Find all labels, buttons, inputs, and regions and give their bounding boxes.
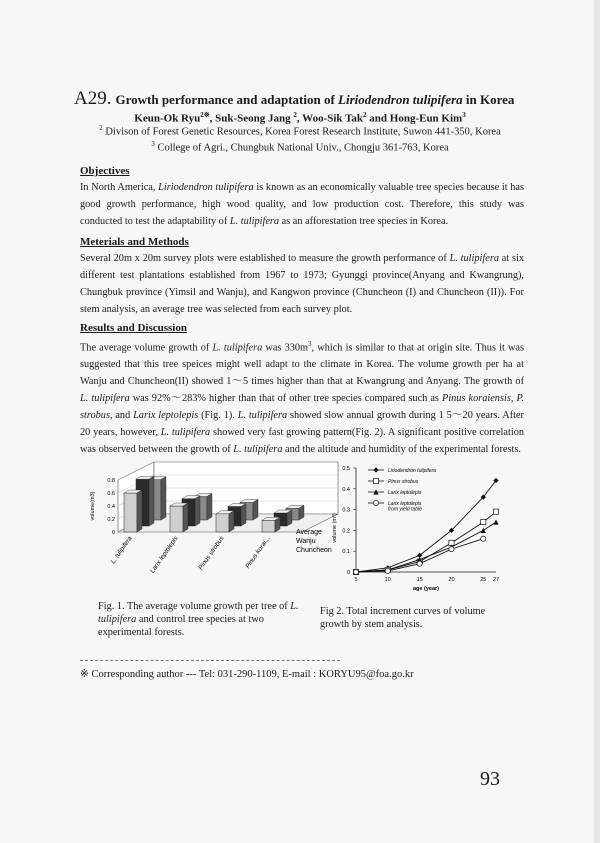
- fig1-bar-side: [241, 504, 246, 527]
- fig1-ytick-label: 0.8: [107, 478, 115, 484]
- author-list: Keun-Ok Ryu$^{2※}$, Suk-Seong Jang $^2$, Woo-Sik Tak$^2$ and Hong-Eun Kim$^3$: [134, 111, 466, 125]
- fig1-caption: Fig. 1. The average volume growth per tree of L. tulipifera and control tree species at two experimental forests.: [98, 601, 299, 638]
- fig2-xlabel: age (year): [413, 586, 439, 592]
- fig1-bar-side: [207, 494, 212, 520]
- footnote-divider: [80, 660, 340, 661]
- paper-title: [74, 88, 544, 110]
- fig1-category-label: Larix leptolepis: [149, 535, 180, 575]
- fig1-bar-side: [195, 496, 200, 526]
- fig2-point: [481, 536, 486, 541]
- page-number: 93: [480, 768, 500, 790]
- fig2-point: [353, 569, 358, 574]
- fig1-bar: [216, 514, 229, 532]
- fig1-ytick-label: 0.6: [107, 491, 115, 497]
- corresponding-author-note: ※ Corresponding author --- Tel: 031-290-1109, E-mail : KORYU95@foa.go.kr: [80, 669, 414, 680]
- fig1-ytick-label: 0: [111, 530, 115, 536]
- fig1-bar: [124, 493, 137, 532]
- fig2-legend-label: Larix leptolepis: [388, 501, 422, 507]
- fig2-point: [449, 547, 454, 552]
- affiliation-3: $^3$ College of Agri., Chungbuk National Univ., Chongju 361-763, Korea: [151, 140, 449, 154]
- fig2-line-chart: [322, 458, 512, 598]
- fig2-series-line: [356, 522, 496, 572]
- results-text: The average volume growth of L. tulipifera was $330m^3$, which is similar to that at origin site. Thus it was suggested that this tree speices might well adapt to the climate in Korea. The volume growth per ha at Wanju and Chuncheon(II) showed 1～5 times higher than that at Kwangrung and Anyang. The growth of L. tulipifera was 92%～283% higher than that of other tree species compared such as Pinus koraiensis, P. strobus, and Larix leptolepis (Fig. 1). L. tulipifera showed slow annual growth during 1 5～20 years. After 20 years, however, L. tulipifera showed very fast growing pattern(Fig. 2). A significant positive correlation was observed between the growth of L. tulipifera and the altitude and humidity of the experimental forests.: [80, 340, 525, 456]
- fig2-ytick-label: 0.5: [342, 466, 350, 472]
- fig2-point: [385, 568, 390, 573]
- results-heading: Results and Discussion: [80, 322, 187, 334]
- fig2-point: [373, 478, 378, 483]
- fig2-xtick-label: 20: [448, 577, 455, 583]
- methods-text: Several 20m x 20m survey plots were established to measure the growth performance of L. tulipifera at six different test plantations established from 1967 to 1973; Gyunggi province(Anyang and Kwangrung), Chungbuk province (Yimsil and Wanju), and Kangwon province (Chuncheon (I) and Chuncheon (II)). For stem analysis, an average tree was selected from each survey plot.: [80, 253, 525, 315]
- fig2-xtick-label: 10: [384, 577, 391, 583]
- fig1-series-label: Chuncheon: [296, 547, 332, 554]
- objectives-text: In North America, Liriodendron tulipifera is known as an economically valuable tree species because it has good growth performance, high wood quality, and low production cost. Therefore, this study was conducted to test the adaptability of L. tulipifera as an afforestation tree species in Korea.: [80, 182, 524, 227]
- fig1-bar-side: [161, 477, 166, 520]
- objectives-heading: Objectives: [80, 165, 130, 177]
- fig1-ytick-label: 0.2: [107, 517, 115, 523]
- fig2-ylabel: volume (m³): [332, 513, 338, 543]
- fig2-legend-label: Larix leptolepis: [388, 490, 422, 496]
- fig2-point: [481, 528, 486, 533]
- fig1-bar-side: [149, 476, 154, 526]
- fig1-series-label: Average: [296, 529, 322, 536]
- fig2-legend-label: Pinus strobus: [388, 479, 419, 485]
- fig1-series-label: Wanju: [296, 538, 316, 545]
- fig2-xtick-label: 27: [492, 577, 500, 583]
- fig1-category-label: Pinus strobus: [197, 535, 226, 572]
- fig2-point: [481, 519, 486, 524]
- methods-heading: Meterials and Methods: [80, 236, 189, 248]
- fig1-bar-side: [287, 510, 292, 526]
- fig2-xtick-label: 5: [354, 577, 358, 583]
- fig1-ytick-label: 0.4: [107, 504, 115, 510]
- fig2-ytick-label: 0.2: [342, 528, 350, 535]
- fig1-bar: [262, 520, 275, 532]
- fig1-category-label: Pinus korai...: [244, 535, 272, 570]
- fig1-bar-side: [183, 503, 188, 532]
- fig2-point: [417, 561, 422, 566]
- fig2-xtick-label: 25: [480, 577, 487, 583]
- fig1-bar-side: [137, 490, 142, 532]
- fig2-xtick-label: 15: [416, 577, 423, 583]
- fig2-legend-label: from yield table: [388, 506, 422, 513]
- fig2-point: [373, 467, 378, 472]
- fig2-ytick-label: 0.4: [342, 486, 350, 493]
- fig1-bar: [170, 506, 183, 532]
- fig2-ytick-label: 0: [346, 570, 350, 576]
- fig1-ylabel: volume(m3): [90, 491, 96, 521]
- title-text: Growth performance and adaptation of Liriodendron tulipifera in Korea: [115, 92, 515, 107]
- fig2-ytick-label: 0.1: [342, 549, 350, 556]
- fig2-legend-label: Liriodendron tulipifera: [388, 468, 437, 474]
- fig2-point: [493, 519, 498, 524]
- abstract-code: A29.: [74, 88, 112, 109]
- fig1-bar-side: [253, 499, 258, 520]
- fig2-point: [493, 509, 498, 514]
- fig2-ytick-label: 0.3: [342, 507, 350, 514]
- fig1-bar-chart: [84, 462, 332, 602]
- fig2-caption: Fig 2. Total increment curves of volume growth by stem analysis.: [320, 606, 486, 630]
- fig2-point: [373, 500, 378, 505]
- affiliation-2: $^2$ Divison of Forest Genetic Resources, Korea Forest Research Institute, Suwon 441-350, Korea: [99, 124, 501, 138]
- fig1-bar-side: [229, 511, 234, 532]
- fig1-category-label: L. tulipifera: [109, 535, 134, 566]
